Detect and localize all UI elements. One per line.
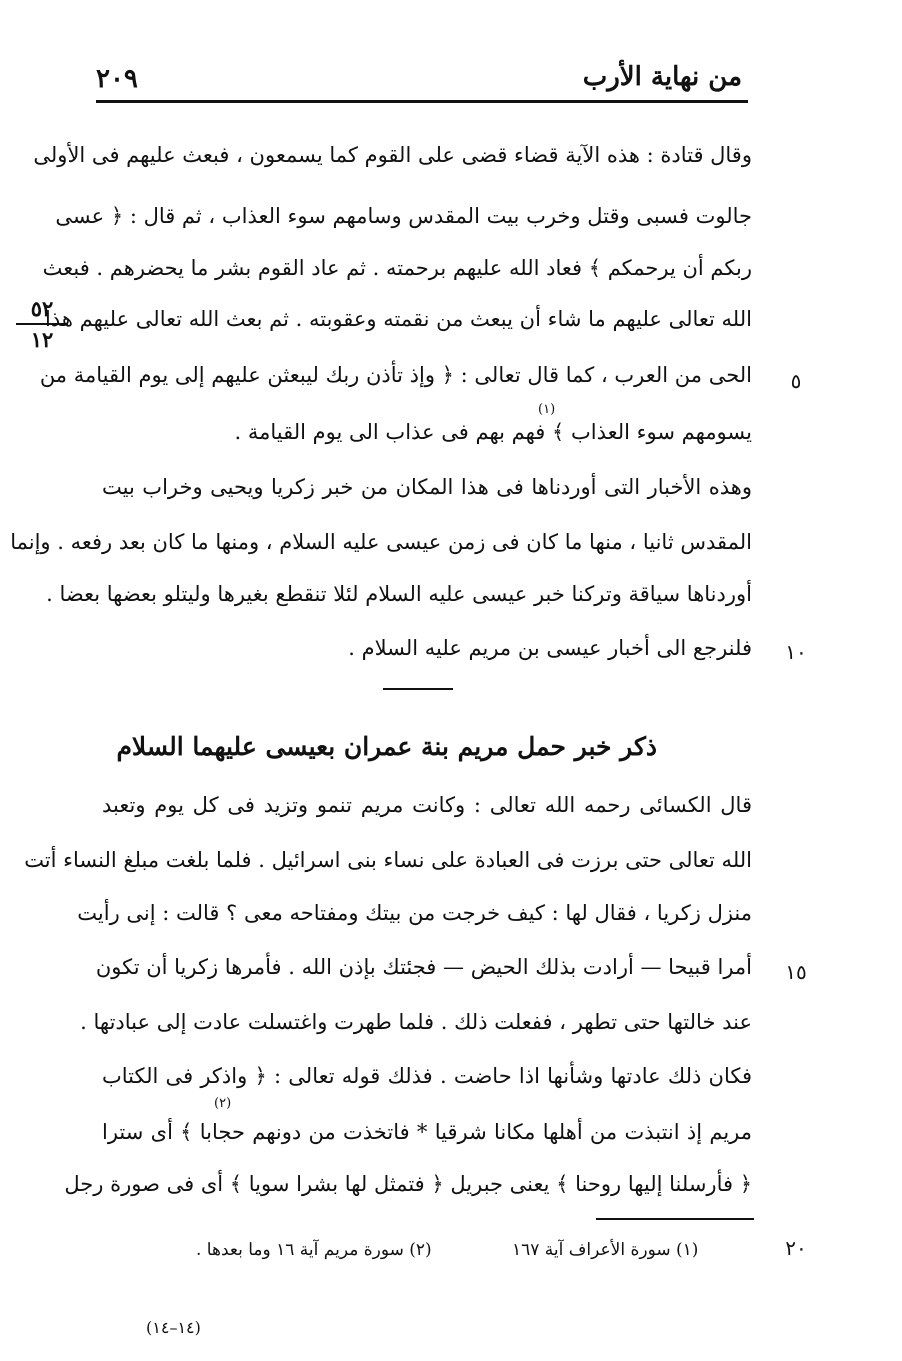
body-line: ربكم أن يرحمكم ﴾ فعاد الله عليهم برحمته . ثم عاد القوم بشر ما يحضرهم . فبعث	[42, 256, 752, 280]
margin-ref-top: ٥٢	[30, 296, 54, 321]
line-number-5: ٥	[790, 369, 802, 393]
printer-signature-mark: (١٤–١٤)	[146, 1318, 201, 1337]
body-line: الله تعالى حتى برزت فى العبادة على نساء بنى اسرائيل . فلما بلغت مبلغ النساء أتت	[24, 848, 752, 872]
body-line: أمرا قبيحا — أرادت بذلك الحيض — فجئتك بإذن الله . فأمرها زكريا أن تكون	[95, 955, 752, 979]
body-line: المقدس ثانيا ، منها ما كان فى زمن عيسى عليه السلام ، ومنها ما كان بعد رفعه . وإنما	[10, 530, 752, 554]
body-line: الله تعالى عليهم ما شاء أن يبعث من نقمته وعقوبته . ثم بعث الله تعالى عليهم هذا	[45, 307, 752, 331]
body-line: وهذه الأخبار التى أوردناها فى هذا المكان من خبر زكريا ويحيى وخراب بيت	[102, 475, 752, 499]
line-number-15: ١٥	[785, 960, 807, 984]
body-line: وقال قتادة : هذه الآية قضاء قضى على القوم كما يسمعون ، فبعث عليهم فى الأولى	[33, 143, 752, 167]
body-line: فلنرجع الى أخبار عيسى بن مريم عليه السلام .	[348, 636, 752, 660]
footnote-2: (٢) سورة مريم آية ١٦ وما بعدها .	[196, 1240, 432, 1260]
body-line: الحى من العرب ، كما قال تعالى : ﴿ وإذ تأذن ربك ليبعثن عليهم إلى يوم القيامة من	[39, 363, 752, 387]
running-head: من نهاية الأرب	[582, 62, 742, 92]
section-heading: ذكر خبر حمل مريم بنة عمران بعيسى عليهما السلام	[116, 732, 657, 761]
body-line: جالوت فسبى وقتل وخرب بيت المقدس وسامهم سوء العذاب ، ثم قال : ﴿ عسى	[55, 204, 752, 228]
margin-ref-bottom: ١٢	[30, 327, 54, 352]
section-divider	[383, 688, 453, 690]
body-line: عند خالتها حتى تطهر ، ففعلت ذلك . فلما طهرت واغتسلت عادت إلى عبادتها .	[80, 1010, 752, 1034]
header-rule	[96, 100, 748, 103]
footnote-marker-1: (١)	[538, 402, 556, 417]
footnote-1: (١) سورة الأعراف آية ١٦٧	[512, 1240, 699, 1260]
body-line: قال الكسائى رحمه الله تعالى : وكانت مريم تنمو وتزيد فى كل يوم وتعبد	[102, 793, 752, 817]
body-line: أوردناها سياقة وتركنا خبر عيسى عليه السلام لئلا تنقطع بغيرها وليتلو بعضها بعضا .	[46, 582, 752, 606]
page-number: ٢٠٩	[96, 64, 138, 94]
body-line: فكان ذلك عادتها وشأنها اذا حاضت . فذلك قوله تعالى : ﴿ واذكر فى الكتاب	[102, 1064, 752, 1088]
body-line: منزل زكريا ، فقال لها : كيف خرجت من بيتك ومفتاحه معى ؟ قالت : إنى رأيت	[77, 901, 752, 925]
body-line: ﴿ فأرسلنا إليها روحنا ﴾ يعنى جبريل ﴿ فتمثل لها بشرا سويا ﴾ أى فى صورة رجل	[64, 1172, 752, 1196]
line-number-20: ٢٠	[785, 1236, 807, 1260]
line-number-10: ١٠	[785, 640, 807, 664]
footnote-marker-2: (٢)	[214, 1096, 232, 1111]
body-line: يسومهم سوء العذاب ﴾ فهم بهم فى عذاب الى يوم القيامة .	[234, 420, 752, 444]
body-line: مريم إذ انتبذت من أهلها مكانا شرقيا * فاتخذت من دونهم حجابا ﴾ أى سترا	[102, 1120, 752, 1144]
footnote-rule	[596, 1218, 754, 1220]
